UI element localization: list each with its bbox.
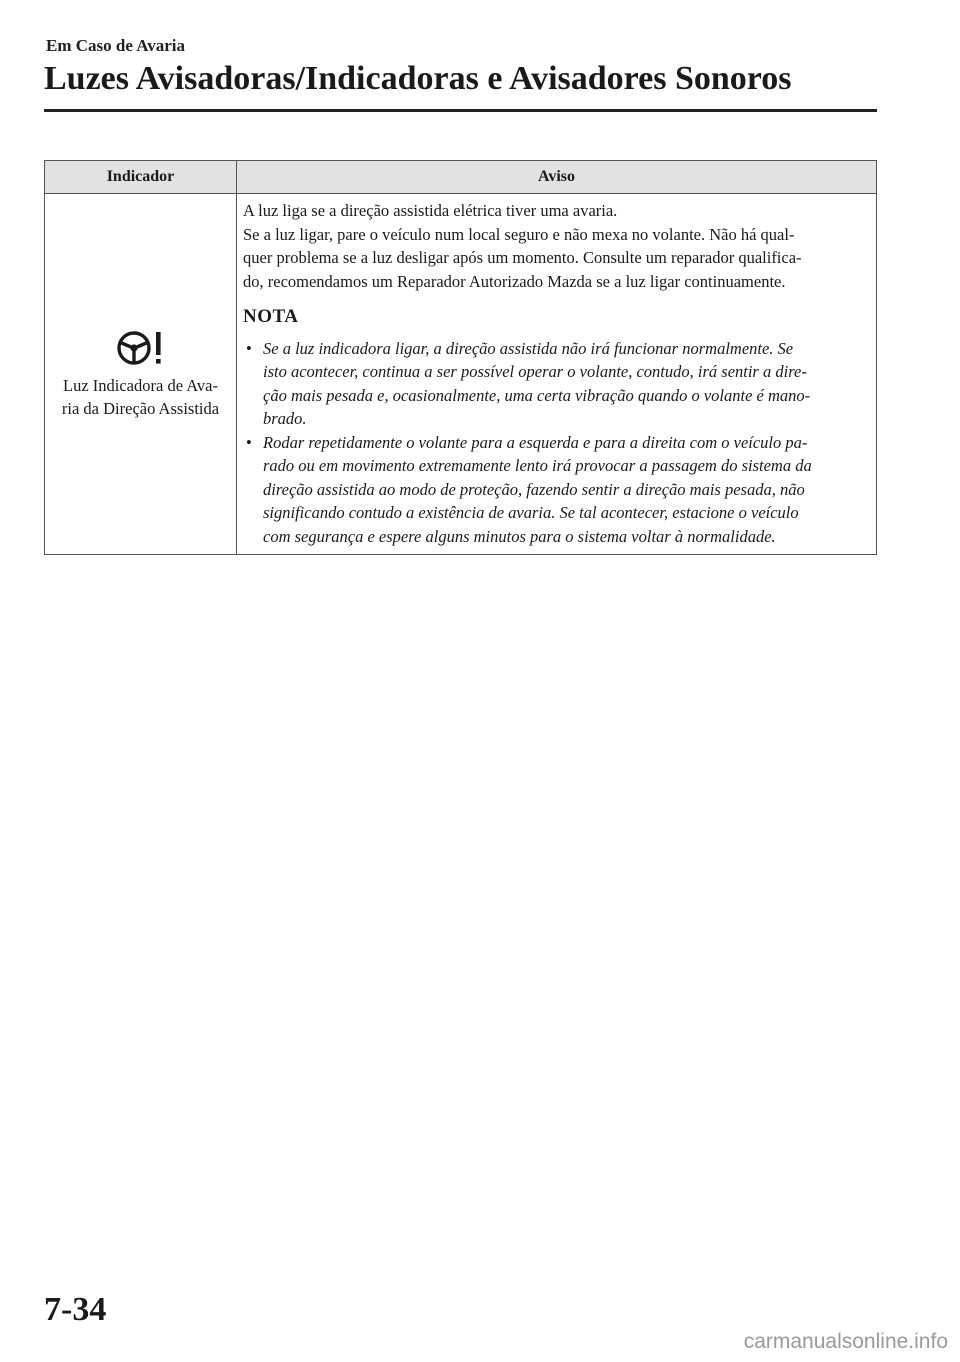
- indicator-label: [49, 374, 232, 420]
- note-line: isto acontecer, continua a ser possível operar o volante, contudo, irá sentir a dire-: [263, 362, 807, 381]
- note-list: [243, 337, 870, 549]
- note-line: significando contudo a existência de avaria. Se tal acontecer, estacione o veículo: [263, 503, 799, 522]
- notice-line: do, recomendamos um Reparador Autorizado Mazda se a luz ligar continuamente.: [243, 271, 786, 291]
- note-line: Se a luz indicadora ligar, a direção assistida não irá funcionar normalmente. Se: [263, 338, 794, 358]
- note-heading: NOTA: [243, 306, 299, 327]
- steering-wheel-warning-icon: [115, 328, 167, 368]
- indicator-label-line: Luz Indicadora de Ava-: [63, 376, 218, 395]
- notice-line: Se a luz ligar, pare o veículo num local seguro e não mexa no volante. Não há qual-: [243, 224, 795, 244]
- notice-line: A luz liga se a direção assistida elétrica tiver uma avaria.: [243, 201, 618, 220]
- note-line: brado.: [263, 409, 307, 428]
- note-line: com segurança e espere alguns minutos para o sistema voltar à normalidade.: [263, 526, 776, 546]
- notice-cell: [237, 194, 877, 555]
- notice-text: [243, 199, 870, 293]
- table-row: [45, 194, 877, 555]
- title-rule: [44, 109, 877, 112]
- page-number: 7-34: [44, 1291, 107, 1328]
- warning-lights-table: [44, 160, 877, 555]
- note-item: [243, 431, 870, 549]
- notice-line: quer problema se a luz desligar após um momento. Consulte um reparador qualifica-: [243, 248, 802, 267]
- column-header-indicator: Indicador: [45, 161, 237, 194]
- table-header-row: [45, 161, 877, 194]
- bullet-icon: •: [246, 338, 252, 358]
- indicator-label-line: ria da Direção Assistida: [61, 399, 220, 418]
- note-line: rado ou em movimento extremamente lento irá provocar a passagem do sistema da: [263, 456, 812, 475]
- watermark: carmanualsonline.info: [743, 1330, 948, 1353]
- note-line: Rodar repetidamente o volante para a esquerda e para a direita com o veículo pa-: [263, 432, 808, 452]
- note-line: direção assistida ao modo de proteção, fazendo sentir a direção mais pesada, não: [263, 479, 805, 499]
- note-line: ção mais pesada e, ocasionalmente, uma certa vibração quando o volante é mano-: [263, 385, 811, 405]
- indicator-cell: [45, 194, 237, 555]
- column-header-notice: Aviso: [237, 161, 877, 194]
- bullet-icon: •: [246, 432, 252, 452]
- page-title: Luzes Avisadoras/Indicadoras e Avisadores Sonoros: [44, 60, 792, 97]
- note-item: [243, 337, 870, 431]
- section-label: Em Caso de Avaria: [46, 36, 185, 55]
